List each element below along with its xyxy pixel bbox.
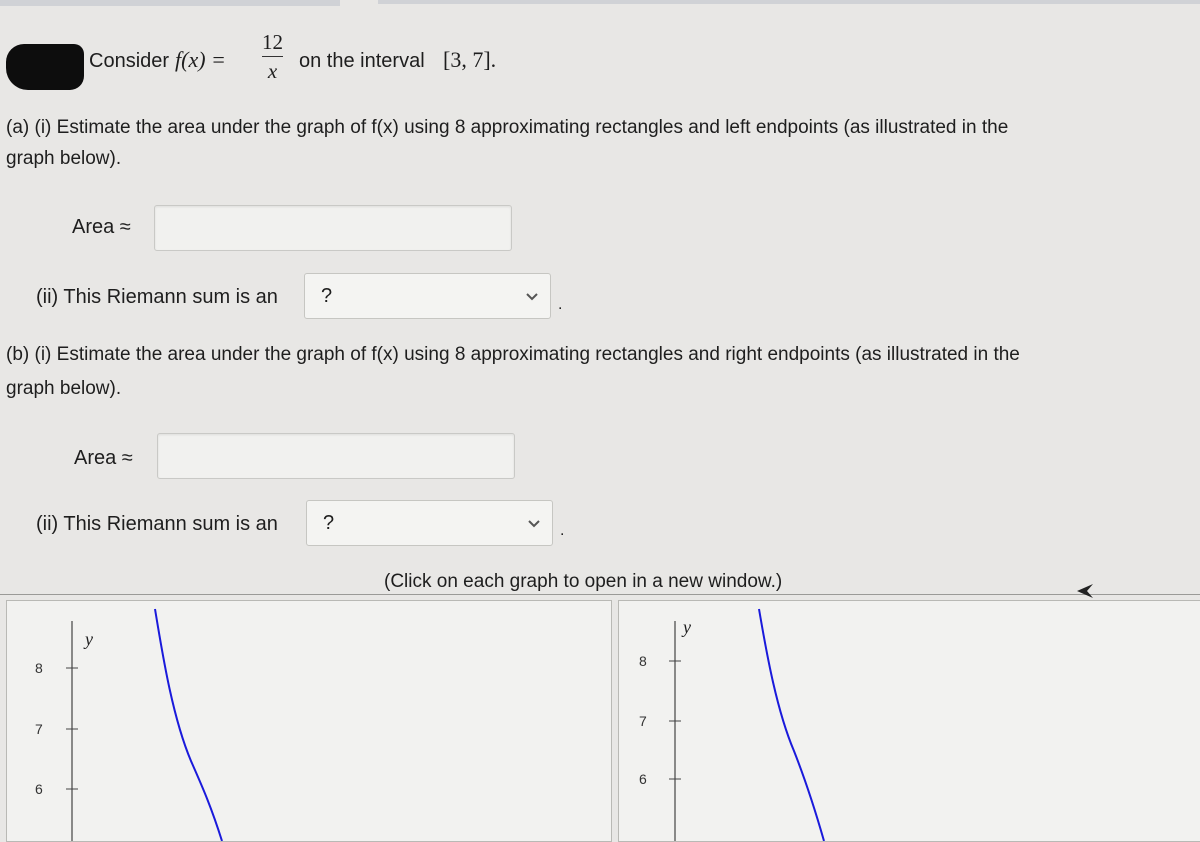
chevron-down-icon xyxy=(526,516,542,532)
part-b-riemann-selected: ? xyxy=(323,512,335,534)
graphs-divider xyxy=(0,594,1200,595)
left-graph-tick-6: 6 xyxy=(35,781,43,797)
consider-label: Consider xyxy=(89,50,170,72)
function-name: f(x) = xyxy=(175,47,226,72)
part-a-riemann-label: (ii) This Riemann sum is an xyxy=(36,286,278,308)
part-b-riemann-label: (ii) This Riemann sum is an xyxy=(36,513,278,535)
part-a-riemann-selected: ? xyxy=(321,285,333,307)
part-a-question-line2: graph below). xyxy=(6,148,122,169)
part-a-riemann-select[interactable] xyxy=(304,273,551,319)
left-graph-tick-8: 8 xyxy=(35,660,43,676)
fraction-numerator: 12 xyxy=(262,30,283,54)
fraction-denominator: x xyxy=(267,59,278,83)
part-a-question-line1: (a) (i) Estimate the area under the graph of f(x) using 8 approximating rectangles and left endpoints (as illustrated in the xyxy=(6,117,1009,138)
part-b-area-input[interactable] xyxy=(157,433,515,479)
top-bar-right xyxy=(378,0,1200,4)
part-b-riemann-select[interactable] xyxy=(306,500,553,546)
period: . xyxy=(558,296,563,313)
right-graph-y-label: y xyxy=(683,617,691,637)
cursor-icon xyxy=(1075,583,1095,599)
function-curve xyxy=(155,609,222,841)
right-graph-tick-6: 6 xyxy=(639,771,647,787)
part-b-question-line2: graph below). xyxy=(6,378,122,399)
left-graph-tick-7: 7 xyxy=(35,721,43,737)
left-graph-y-label: y xyxy=(85,629,93,649)
right-graph-tick-7: 7 xyxy=(639,713,647,729)
function-curve xyxy=(759,609,824,841)
part-a-area-input[interactable] xyxy=(154,205,512,251)
period: . xyxy=(560,522,565,539)
part-b-question-line1: (b) (i) Estimate the area under the graph of f(x) using 8 approximating rectangles and right endpoints (as illustrated in the xyxy=(6,344,1020,365)
function-fraction xyxy=(262,30,283,83)
interval-value: [3, 7]. xyxy=(443,47,497,72)
right-graph-plot xyxy=(619,601,1200,841)
left-endpoints-graph[interactable] xyxy=(6,600,612,842)
graphs-caption: (Click on each graph to open in a new window.) xyxy=(384,571,783,592)
left-graph-plot xyxy=(7,601,611,841)
chevron-down-icon xyxy=(524,289,540,305)
right-endpoints-graph[interactable] xyxy=(618,600,1200,842)
part-b-area-label: Area ≈ xyxy=(74,447,133,469)
right-graph-tick-8: 8 xyxy=(639,653,647,669)
top-bar-left xyxy=(0,0,340,6)
redaction-mark xyxy=(6,44,84,90)
interval-text: on the interval xyxy=(299,50,425,72)
fraction-bar xyxy=(262,56,283,57)
part-a-area-label: Area ≈ xyxy=(72,216,131,238)
